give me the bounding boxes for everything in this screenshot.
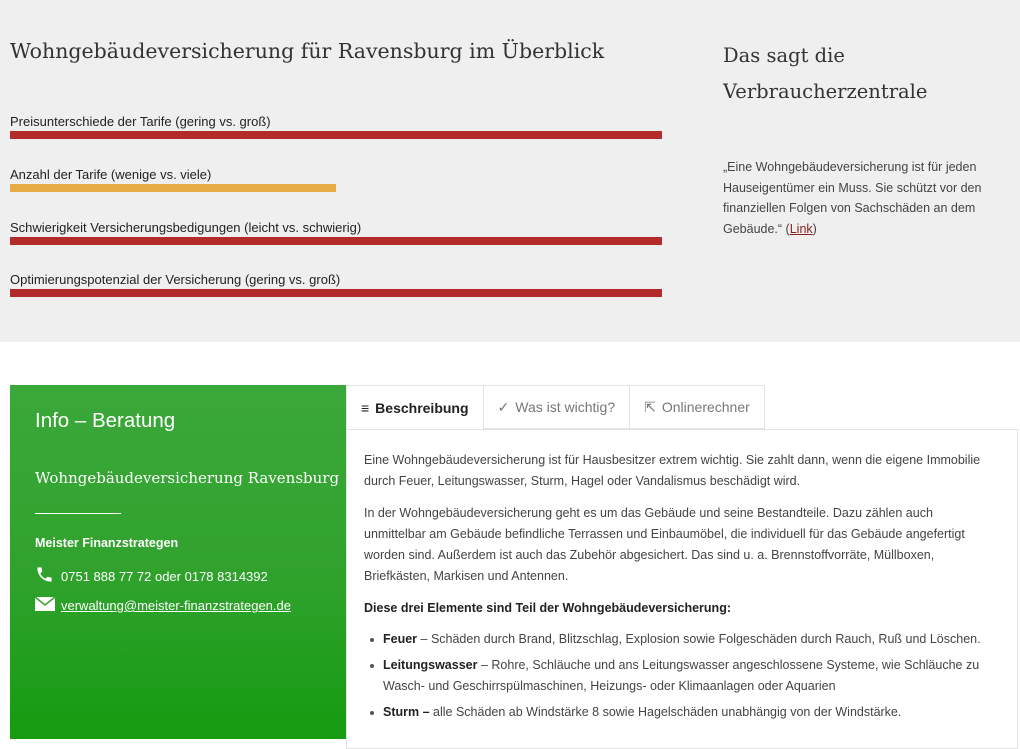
- overview-title: Wohngebäudeversicherung für Ravensburg im Überblick: [10, 39, 605, 63]
- mail-icon: [35, 597, 55, 614]
- metric-bar: [10, 289, 662, 297]
- metric-bar-fill: [10, 131, 662, 139]
- tab-label: Beschreibung: [375, 399, 469, 416]
- metric-label: Preisunterschiede der Tarife (gering vs. groß): [10, 114, 271, 129]
- list-item-term: Feuer: [383, 632, 418, 646]
- element-list: [364, 629, 992, 723]
- email-row[interactable]: [35, 597, 291, 614]
- company-name: Meister Finanzstrategen: [35, 536, 179, 550]
- tab-label: Onlinerechner: [661, 399, 750, 415]
- list-icon: ≡: [361, 399, 370, 416]
- email-link[interactable]: verwaltung@meister-finanzstrategen.de: [61, 598, 291, 613]
- list-item: [364, 629, 992, 650]
- tab-bar: [346, 385, 765, 430]
- tab-was-ist-wichtig[interactable]: [484, 385, 631, 429]
- phone-number: 0751 888 77 72 oder 0178 8314392: [61, 568, 268, 584]
- list-item-term: Leitungswasser: [383, 658, 478, 672]
- metric-label: Optimierungspotenzial der Versicherung (gering vs. groß): [10, 272, 341, 287]
- info-subtitle: Wohngebäudeversicherung Ravensburg: [35, 469, 340, 487]
- verbraucherzentrale-quote: [723, 157, 993, 239]
- metric-bar: [10, 237, 662, 245]
- list-item-text: – Schäden durch Brand, Blitzschlag, Explosion sowie Folgeschäden durch Rauch, Ruß und Löschen.: [417, 632, 981, 646]
- info-title: Info – Beratung: [35, 409, 176, 432]
- check-icon: ✓: [497, 398, 510, 415]
- list-item: [364, 702, 992, 723]
- list-item: [364, 655, 992, 697]
- metric-bar: [10, 131, 662, 139]
- phone-row[interactable]: [35, 565, 268, 587]
- list-item-term: Sturm –: [383, 705, 430, 719]
- quote-text: „Eine Wohngebäudeversicherung ist für jeden Hauseigentümer ein Muss. Sie schützt vor den finanziellen Folgen von Sachschäden an dem Gebäude.“ (: [723, 160, 982, 236]
- paragraph: In der Wohngebäudeversicherung geht es um das Gebäude und seine Bestandteile. Dazu zählen auch unmittelbar am Gebäude befindliche Terrassen und Einbaumöbel, die individuell für das Gebäude angefertigt worden sind. Außerdem ist auch das Zubehör abgesichert. Das sind u. a. Brennstoffvorräte, Müllboxen, Briefkästen, Markisen und Antennen.: [364, 506, 965, 583]
- list-item-text: – Rohre, Schläuche und ans Leitungswasser angeschlossene Systeme, wie Schläuche zu Wasch- und Geschirrspülmaschinen, Heizungs- oder Klimaanlagen oder Aquarien: [383, 658, 980, 693]
- tab-panel: [346, 429, 1018, 749]
- metric-label: Schwierigkeit Versicherungsbedigungen (leicht vs. schwierig): [10, 220, 362, 235]
- list-heading: Diese drei Elemente sind Teil der Wohngebäudeversicherung:: [364, 601, 731, 615]
- quote-end: ): [812, 221, 817, 236]
- info-box: [10, 385, 346, 739]
- share-icon: ⇱: [644, 398, 656, 415]
- metric-bar-fill: [10, 237, 662, 245]
- description-content: [364, 450, 992, 728]
- metric-bar: [10, 184, 662, 192]
- tab-label: Was ist wichtig?: [515, 399, 616, 415]
- quote-link[interactable]: Link: [789, 221, 813, 236]
- metric-bar-fill: [10, 289, 662, 297]
- list-item-text: alle Schäden ab Windstärke 8 sowie Hagelschäden unabhängig von der Windstärke.: [429, 705, 902, 719]
- tab-onlinerechner[interactable]: [630, 385, 765, 429]
- metric-label: Anzahl der Tarife (wenige vs. viele): [10, 167, 212, 182]
- verbraucherzentrale-title: Das sagt die Verbraucherzentrale: [723, 44, 928, 103]
- divider: [35, 513, 121, 514]
- paragraph: Eine Wohngebäudeversicherung ist für Hausbesitzer extrem wichtig. Sie zahlt dann, wenn die eigene Immobilie durch Feuer, Leitungswasser, Sturm, Hagel oder Vandalismus beschädigt wird.: [364, 453, 981, 488]
- overview-section: [0, 0, 1020, 342]
- tab-beschreibung[interactable]: [346, 385, 484, 430]
- phone-icon: [35, 565, 55, 587]
- metric-bar-fill: [10, 184, 336, 192]
